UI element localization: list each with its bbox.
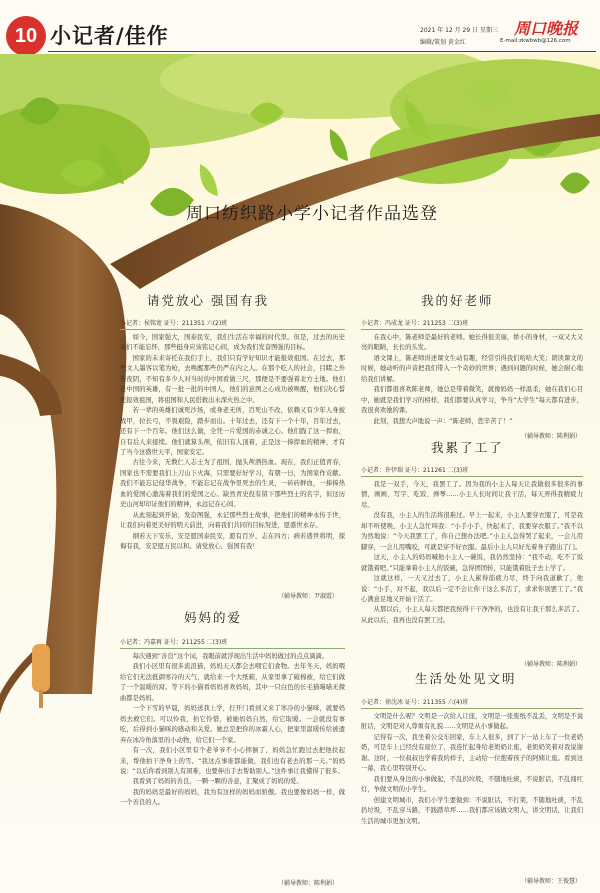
article-byline: 小记者：许伊瑞 证号：211261 二(3)班 — [361, 467, 469, 474]
article-paragraph: 有一次，我们小区里有个老爷爷不小心摔倒了，妈妈急忙跑过去把他扶起来，帮他拍干净身上的雪。“我这点事谁都能做，我们也有老去的那一天。”妈妈说：“以后你看到别人有困难，也要伸出手去帮助别人。”这件事让我懂得了很多。 — [120, 747, 345, 775]
article-body — [361, 712, 583, 873]
article-paragraph: 我们小区里有很多流浪猫，妈妈天天都会去喂它们食物。去年冬天，妈妈喂给它们无法抵御寒冷的天气，就给来一个大纸箱，从家里拿了破棉被，给它们做了一个温暖的窝。等下的小猫看妈妈喜欢妈妈，其中一只白色的长毛猫喵喵无微曲都是妈妈。 — [120, 663, 345, 702]
byline-divider — [361, 329, 583, 330]
article-paragraph: 此刻，我想大声地说一声：“陈老师，您辛苦了！” — [373, 417, 513, 425]
header-divider — [48, 51, 596, 52]
adviser-credit: （辅导教师：王俊慧） — [521, 878, 582, 885]
article-paragraph: 古往今来，无数仁人志士为了祖国，抛头颅洒热血。现在，我们正值青春，国家也不需要我们上刀山下火海，只需要好好学习，有朝一日，为国家作贡献。我们不能忘记侵华战争，不能忘记在战争里死去的生灵，一砖砖鲜血，一捧捧热血的爱国心激荡着我们的爱国之心。缺然青史投有留下那些烈士的名字，但这历史山河却印证他们的精神，永远记在心间。 — [120, 459, 345, 509]
article-title: 生活处处见文明 — [415, 671, 517, 686]
adviser-credit: （辅导教师：陈利娟） — [521, 661, 582, 668]
article-paragraph: 没有我，小主人的生活将很难过。早上一起来，小主人要穿衣服了，可是我却不听使唤，小主人急忙叫我：“小手小手，快起来了，我要穿衣服了。”我不以为然地说：“今天我罢工了，你自己想办法吧。”小主人急得哭了起来，一会儿用脚穿，一会儿用嘴咬，可就是穿不好衣服。最后小主人只好光着身子跑出了门。 — [361, 512, 583, 551]
article-paragraph: 记得有一次，我坐着公交车回家，车上人很多，到了下一站上车了一位老奶奶，可是车上已经没有座位了，我连忙起身给老奶奶让座，老奶奶笑着对我说谢谢。这时，一位叔叔也学着我的样子，主动给一位抱着孩子的阿姨让座。看到这一幕，我心里特别开心。 — [361, 733, 583, 773]
article-paragraph: 我看到了妈妈的善良，一颗一颗的善意，汇聚成了妈妈的爱。 — [132, 778, 303, 786]
page-headline: 周口纺织路小学小记者作品选登 — [186, 204, 438, 224]
article-title: 妈妈的爱 — [184, 610, 243, 625]
article-title: 我累了工了 — [431, 440, 504, 455]
editor-credit: 编辑/策划 黄金红 — [420, 39, 466, 46]
article-paragraph: 创建文明城市，我们小学生要做到：不说脏话，不打架，不随地吐痰，不乱扔垃圾，不乱穿马路，不践踏草坪……我们都应该做文明人，讲文明话，让我们生活的城市更加文明。 — [361, 796, 583, 825]
article-byline: 小记者：冯成龙 证号：211253 二(3)班 — [361, 320, 469, 327]
article-paragraph: 我是一双手，今天，我罢工了。因为我的小主人每天让我做很多很多的事情，画画、写字、吃饭、弹琴……小主人长时间让我干活，每天弄得我精疲力尽。 — [361, 481, 583, 509]
article-paragraph: 从此刻起到开始，发奋图强，永记那些烈士故事，把他们的精神永传于世，让我们向着更美好的明天前进，向着我们共同的目标努进，愿盛世永存。 — [120, 511, 345, 530]
byline-divider — [120, 648, 345, 649]
article-title: 请党放心 强国有我 — [147, 293, 269, 308]
adviser-credit: （辅导教师：陈利娟） — [521, 433, 582, 440]
section-title: 小记者/佳作 — [50, 24, 169, 48]
article-paragraph: 语文课上，陈老师讲述课文生动有趣，经常引得我们哈哈大笑；朗读课文的时候，她动听的声音把我们带入一个奇妙的世界；遇到问题的时候，她会耐心地给我们讲解。 — [361, 354, 583, 383]
article-paragraph: 纲若天下安乐，安是愿国泰民安，愿有百岁，志在四方；病若盛世将明，探侮有我，安是愿万民以和。请党放心，强国有我！ — [120, 532, 345, 551]
adviser-credit: （辅导教师：尹淑霞） — [278, 593, 339, 600]
issue-date: 2021 年 12 月 29 日 星期三 — [420, 27, 498, 34]
article-paragraph: 这就这样，一天又过去了，小主人累得筋疲力尽，终于向我道歉了，他说：“小手，对不起，我以后一定不会让你干这么多活了，求求你别罢工了。”我心满意足地又开始干活了。 — [361, 575, 583, 603]
article-paragraph: 若一辈的英雄们诚死沙场，或身老无所，百死山不改，依赖又有少年人身披战甲，拉长弓，不畏艰险，踏步而出。十年过去，还有下一个十年，百年过去，还有下一个百年。他们这么做，全凭一片爱国的赤诚之心。他们践了这一捍血，自有后人来接续。他们就算头颅，依旧有人顶着，正是这一捧捍血的精神，才有了当今这盛世天平，国家安定。 — [120, 407, 345, 456]
article-paragraph: 每次遇到“善良”这个词，我眼前就浮现出生活中妈妈做过的点点滴滴。 — [132, 653, 329, 660]
article-body — [361, 333, 583, 428]
article-paragraph: 一个下雪的早晨，妈妈送我上学，打开门看到又来了寒冷的小猫咪，就要妈妈去救它们。可以怜我，抬它怜惜，被她妈妈自然，给它取暖。一会就没有事吃，后得到小猫咪的感动和关爱。她总是把你的冰霜人心，把家里温暖传给被遗弃在冰冷角落里的小动物，给它们一个家。 — [120, 705, 345, 744]
article-byline: 小记者：徐沈冰 证号：211355 六(4)班 — [361, 699, 469, 706]
article-body — [361, 480, 583, 656]
byline-divider — [361, 476, 583, 477]
article-byline: 小记者：冯嘉再 证号：211255 二(3)班 — [120, 639, 228, 646]
adviser-credit: （辅导教师：陈利娟） — [278, 880, 339, 887]
article-byline: 小记者：侯铭宽 证号：211351 六(2)班 — [120, 320, 228, 327]
article-paragraph: 我的妈妈是最好的妈妈，我为有这样的妈妈而骄傲。我也要像妈妈一样，做一个善良的人。 — [120, 788, 345, 807]
article-paragraph: 如今，国家强大，国泰民安，我们生活在幸福的时代里。但是，过去的历史我们不能忘怀，那些挺身应该铭记心间，成为我们发奋图强的目标。 — [120, 334, 345, 352]
page-number-badge: 10 — [6, 16, 46, 56]
article-title: 我的好老师 — [421, 293, 494, 308]
article-paragraph: 这天，小主人的妈妈喊他小主人一碗饭，我仍然坚持：“我不动，吃不了饭就饿着吧。”只能拿着小主人的饭碗，急得团团转，只能饿着肚子去上学了。 — [361, 554, 583, 572]
newspaper-logo: 周口晚报 — [514, 19, 579, 38]
article-paragraph: 我们都很喜欢陈老师，她总是带着微笑，就像妈妈一样温柔，她在我们心目中，她就是我们学习的榜样，我们都要认真学习，争当“大学生”每天都有进步，我很喜欢她的课。 — [361, 386, 583, 415]
article-paragraph: 在我心中，陈老师是最好的老师。她长得很美丽，娇小的身材，一双又大又亮的眼睛，长长的头发。 — [361, 334, 583, 352]
article-paragraph: 从那以后，小主人每天都把我按得干干净净的，也没有让我干那么多活了。从此以后，我再也没有罢工过。 — [361, 606, 583, 624]
article-body — [120, 333, 345, 588]
article-paragraph: 国家的未来寄托在我们手上，我们只有学好知识才能报效祖国。在过去，那些文人墨客以笔为枪，去唤醒那些仍严在内之人。在那个吃人的社会，目睹之外皆夜阴，不知有多少人对当时的中国看做三尺，那便是不要强着北方土地。他们是中国的英雄，有一批一批的中国人，他们的意图之心成功被唤醒，他们决心誓死报效祖国，将祖国和人民搭救出水深火热之中。 — [120, 354, 345, 404]
article-paragraph: 文明是什么呢？文明是一次给人让座，文明是一张废纸不乱丢，文明是不说脏话，文明是对人尊重有礼貌……文明是从小事做起。 — [361, 713, 583, 731]
contact-email: E-mail:zkwbwb@126.com — [500, 38, 571, 44]
byline-divider — [120, 329, 345, 330]
article-body — [120, 652, 345, 874]
article-paragraph: 我们要从身边的小事做起，不乱扔垃圾，不随地吐痰，不说脏话，不乱闯红灯，争做文明的小学生。 — [361, 775, 583, 794]
byline-divider — [361, 708, 583, 709]
